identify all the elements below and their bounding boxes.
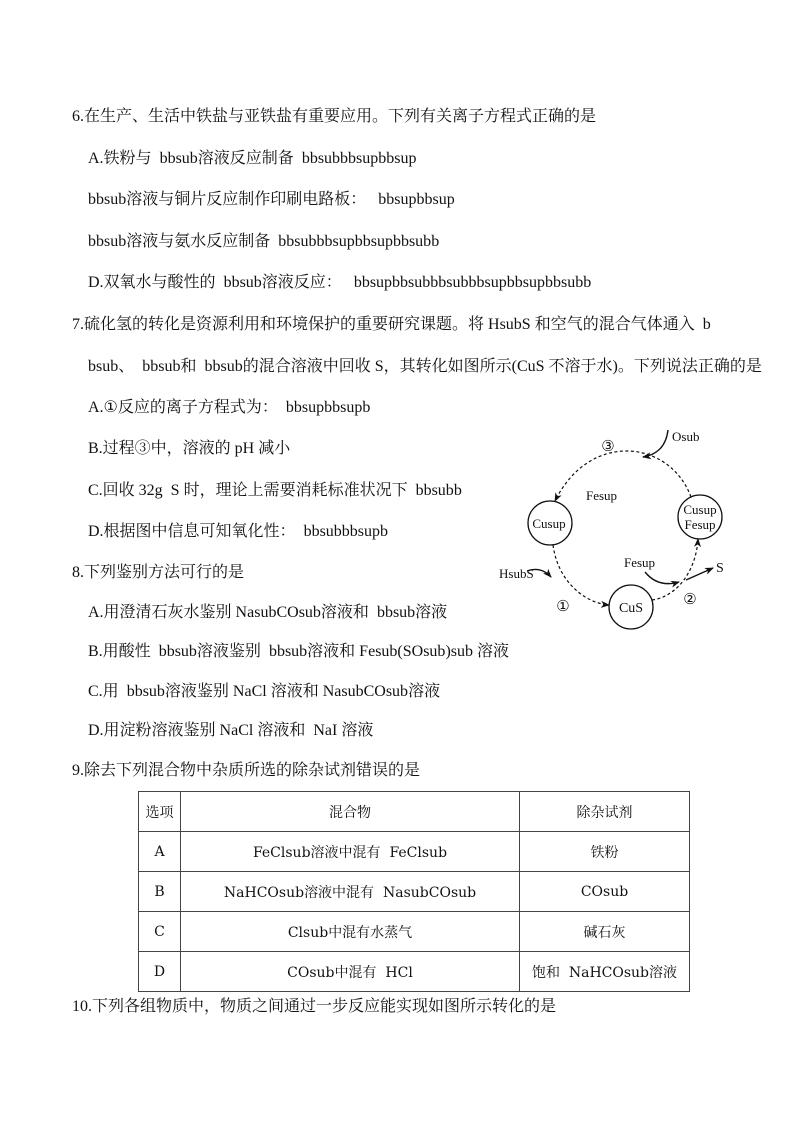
text-run: b [88, 233, 96, 250]
step-2-label [683, 592, 696, 608]
cus-node-label [619, 601, 643, 616]
text-run: Cl [287, 924, 304, 941]
text-run: bsup [332, 399, 363, 416]
row-reagent [520, 832, 690, 872]
q6-option-d [88, 273, 591, 293]
text-run: sup [547, 516, 566, 531]
text-run: sub [278, 884, 305, 901]
text-run: bsub [552, 274, 584, 291]
text-run: S [526, 566, 534, 581]
text-run: bsub [96, 233, 127, 250]
text-run: sup [697, 517, 716, 532]
text-run: sub [499, 316, 522, 333]
text-run: b [142, 358, 151, 375]
text-run: sub [303, 924, 329, 941]
process-3-dashed-arrow [555, 451, 691, 501]
table-row [139, 912, 690, 952]
q7-stem-line1 [72, 315, 711, 335]
q10-stem [72, 997, 556, 1017]
text-run: sub [508, 566, 527, 581]
text-run: b [506, 274, 515, 291]
q6-stem [72, 107, 596, 127]
fe3-product-label [586, 488, 617, 503]
step-3-label [601, 439, 614, 455]
text-run: 铁粉 [590, 844, 619, 861]
sulfur-recovery-cycle-diagram [490, 420, 740, 635]
text-run: bsub [96, 191, 127, 208]
text-run: C.用 [88, 683, 127, 700]
text-run: sub [309, 964, 335, 981]
text-run: b [88, 191, 96, 208]
row-reagent [520, 872, 690, 912]
text-run: ) [445, 643, 451, 660]
row-reagent [520, 912, 690, 952]
text-run: Fe [624, 555, 637, 570]
text-run: FeCl [252, 844, 286, 861]
text-run: 溶液反应制备 [197, 150, 302, 167]
text-run: 除杂试剂 [576, 804, 633, 821]
text-run: b [378, 191, 387, 208]
text-run: D.双氧水与酸性的 [88, 274, 224, 291]
text-run: A [154, 843, 165, 860]
text-run: b [268, 643, 277, 660]
row-mixture [181, 872, 520, 912]
text-run: 8.下列鉴别方法可行的是 [72, 564, 245, 581]
text-run: bsup [349, 523, 381, 540]
text-run: bsup [324, 233, 355, 250]
text-run: b [392, 274, 401, 291]
text-run: NaHCO [223, 884, 279, 901]
row-option-label [139, 872, 181, 912]
text-run: sup [637, 555, 656, 570]
text-run: 溶液鉴别 NaCl 溶液和 Na [164, 683, 342, 700]
text-run: A.用澄清石灰水鉴别 Na [88, 604, 255, 621]
text-run: sub [421, 844, 448, 861]
text-run: sub [375, 643, 398, 660]
text-run: b [583, 274, 592, 291]
table-row [139, 872, 690, 912]
text-run: 溶液 [473, 643, 510, 660]
header-reagent [520, 792, 690, 832]
text-run: 溶液鉴别 [196, 643, 269, 660]
text-run: b [158, 643, 167, 660]
cu2-node-label [532, 516, 565, 531]
text-run: 、 [118, 358, 143, 375]
q8-option-d [88, 721, 373, 741]
text-run: 饱和 NaHCO [531, 964, 624, 981]
text-run: D.用淀粉溶液鉴别 NaCl 溶液和 NaI 溶液 [88, 722, 374, 739]
row-option-label [139, 832, 181, 872]
q9-stem [72, 761, 420, 781]
text-run: B.过程③中，溶液的 pH 减小 [88, 440, 291, 457]
text-run: sub [285, 844, 311, 861]
text-run: bsup [514, 274, 545, 291]
text-run: bsub [134, 683, 165, 700]
q6-option-c [88, 232, 439, 252]
text-run: bsub [167, 150, 198, 167]
text-run: sup [698, 502, 717, 517]
table-header-row [139, 792, 690, 832]
q6-option-b [88, 190, 455, 210]
text-run: Fe [586, 488, 599, 503]
header-option [139, 792, 181, 832]
text-run: 9.除去下列混合物中杂质所选的除杂试剂错误的是 [72, 762, 421, 779]
text-run: D.根据图中信息可知氧化性： [88, 523, 304, 540]
text-run: 溶液 [408, 683, 441, 700]
text-run: sub [623, 964, 650, 981]
text-run: bsub [384, 604, 416, 621]
text-run: S 和空气的混合气体通入 [521, 316, 703, 333]
text-run: b [285, 399, 294, 416]
text-run: 溶液反应： [261, 274, 354, 291]
text-run: 和 [180, 358, 205, 375]
text-run: b [415, 482, 424, 499]
text-run: b [303, 523, 312, 540]
q8-option-b [88, 642, 509, 662]
text-run: B.用酸性 [88, 643, 159, 660]
text-run: 溶液中混有 Na [304, 884, 404, 901]
text-run: ② [683, 592, 697, 608]
h2s-label [499, 566, 534, 581]
text-run: bsub [150, 358, 181, 375]
text-run: bsub [88, 358, 119, 375]
text-run: 选项 [145, 804, 174, 821]
text-run: A.①反应的离子方程式为： [88, 399, 286, 416]
text-run: C.回收 32g S 时，理论上需要消耗标准状况下 [88, 482, 416, 499]
text-run: b [341, 523, 350, 540]
q8-option-c [88, 682, 440, 702]
q7-option-c [88, 481, 462, 501]
text-run: sub [603, 883, 629, 900]
text-run: 溶液与氨水反应制备 [126, 233, 279, 250]
text-run: b [431, 233, 440, 250]
text-run: b [380, 523, 389, 540]
step-1-label [556, 599, 569, 615]
text-run: sub [450, 884, 477, 901]
text-run: b [324, 399, 333, 416]
text-run: sub [423, 643, 446, 660]
q7-option-a [88, 398, 370, 418]
text-run: sub [341, 683, 364, 700]
text-run: bsub [231, 274, 262, 291]
text-run: A.铁粉与 [88, 150, 160, 167]
oxygen-input-arrow [643, 430, 668, 457]
table-row [139, 832, 690, 872]
text-run: bsup [386, 150, 417, 167]
text-run: ① [556, 599, 570, 615]
text-run: 7.硫化氢的转化是资源利用和环境保护的重要研究课题。将 H [72, 316, 500, 333]
text-run: 碱石灰 [583, 924, 626, 941]
text-run: sub [254, 604, 277, 621]
text-run: b [453, 482, 462, 499]
text-run: O [672, 429, 682, 444]
text-run: bsub [166, 643, 197, 660]
row-mixture [181, 832, 520, 872]
text-run: 中混有 HCl [334, 964, 413, 981]
text-run: 溶液 [415, 604, 448, 621]
text-run: sub [450, 643, 473, 660]
row-option-label [139, 912, 181, 952]
text-run: Cu [532, 516, 548, 531]
text-run: bsub [400, 274, 431, 291]
text-run: D [153, 963, 166, 980]
text-run: b [159, 150, 168, 167]
text-run: Cu [683, 502, 699, 517]
row-option-label [139, 952, 181, 992]
row-mixture [181, 912, 520, 952]
text-run: S [716, 561, 724, 576]
text-run: b [702, 316, 711, 333]
text-run: b [316, 233, 325, 250]
text-run: B [154, 883, 165, 900]
text-run: bsup [348, 150, 379, 167]
text-run: CO [287, 964, 310, 981]
text-run: 混合物 [329, 804, 371, 821]
text-run: CO [428, 884, 451, 901]
q8-stem [72, 563, 244, 583]
row-reagent [520, 952, 690, 992]
text-run: bsub [311, 523, 342, 540]
text-run: H [499, 566, 509, 581]
text-run: CuS [618, 601, 644, 616]
header-mixture [181, 792, 520, 832]
text-run: b [468, 274, 477, 291]
text-run: 溶液与铜片反应制作印刷电路板： [126, 191, 379, 208]
cu2-fe2-node-label-cu [683, 502, 716, 517]
text-run: b [223, 274, 232, 291]
fe3-reactant-label [624, 555, 655, 570]
text-run: 溶液和 Fe [307, 643, 376, 660]
text-run: bsub [276, 643, 308, 660]
process-2-dashed-arrow [652, 539, 698, 600]
text-run: 中混有水蒸气 [328, 924, 413, 941]
row-mixture [181, 952, 520, 992]
text-run: ③ [601, 439, 615, 455]
text-run: b [544, 274, 553, 291]
cu2-fe2-node-label-fe [684, 517, 715, 532]
text-run: (SO [397, 643, 424, 660]
text-run: b [204, 358, 213, 375]
text-run: 溶液中混有 FeCl [310, 844, 422, 861]
text-run: bsub [212, 358, 243, 375]
text-run: CO [363, 683, 386, 700]
text-run: 10.下列各组物质中，物质之间通过一步反应能实现如图所示转化的是 [72, 998, 557, 1015]
text-run: sup [599, 488, 618, 503]
q6-option-a [88, 149, 417, 169]
text-run: bsub [438, 274, 469, 291]
q7-stem-line2 [88, 357, 762, 377]
text-run: CO [276, 604, 299, 621]
text-run: bsup [386, 191, 417, 208]
text-run: 的混合溶液中回收 S，其转化如图所示(CuS 不溶于水)。下列说法正确的是 [242, 358, 762, 375]
table-row [139, 952, 690, 992]
q7-option-d [88, 522, 388, 542]
fe3-input-arrow [645, 572, 679, 584]
text-run: 溶液 [649, 964, 678, 981]
text-run: b [416, 191, 425, 208]
text-run: b [362, 399, 371, 416]
q7-option-b [88, 439, 290, 459]
text-run: 6.在生产、生活中铁盐与亚铁盐有重要应用。下列有关离子方程式正确的是 [72, 108, 597, 125]
oxygen-label [672, 429, 699, 444]
text-run: b [354, 233, 363, 250]
text-run: b [126, 683, 135, 700]
text-run: b [353, 274, 362, 291]
text-run: b [392, 233, 401, 250]
text-run: bsup [293, 399, 325, 416]
sulfur-label [716, 561, 724, 576]
text-run: sub [298, 604, 321, 621]
text-run: Fe [684, 517, 698, 532]
text-run: b [278, 233, 287, 250]
text-run: CO [580, 883, 604, 900]
text-run: sub [403, 884, 429, 901]
text-run: b [376, 604, 385, 621]
q8-option-a [88, 603, 447, 623]
text-run: bsub [423, 482, 454, 499]
text-run: bsub [309, 150, 341, 167]
text-run: b [430, 274, 439, 291]
text-run: bsub [400, 233, 432, 250]
text-run: b [340, 150, 349, 167]
text-run: sub [385, 683, 409, 700]
text-run: sub [681, 429, 700, 444]
text-run: bsup [361, 274, 393, 291]
text-run: C [154, 923, 165, 940]
text-run: bsup [424, 191, 455, 208]
text-run: b [378, 150, 387, 167]
impurity-removal-table [138, 791, 690, 992]
text-run: bsup [362, 233, 393, 250]
text-run: b [301, 150, 310, 167]
text-run: 溶液和 [320, 604, 377, 621]
process-1-dashed-arrow [553, 545, 609, 605]
text-run: bsup [476, 274, 507, 291]
text-run: bsub [286, 233, 317, 250]
